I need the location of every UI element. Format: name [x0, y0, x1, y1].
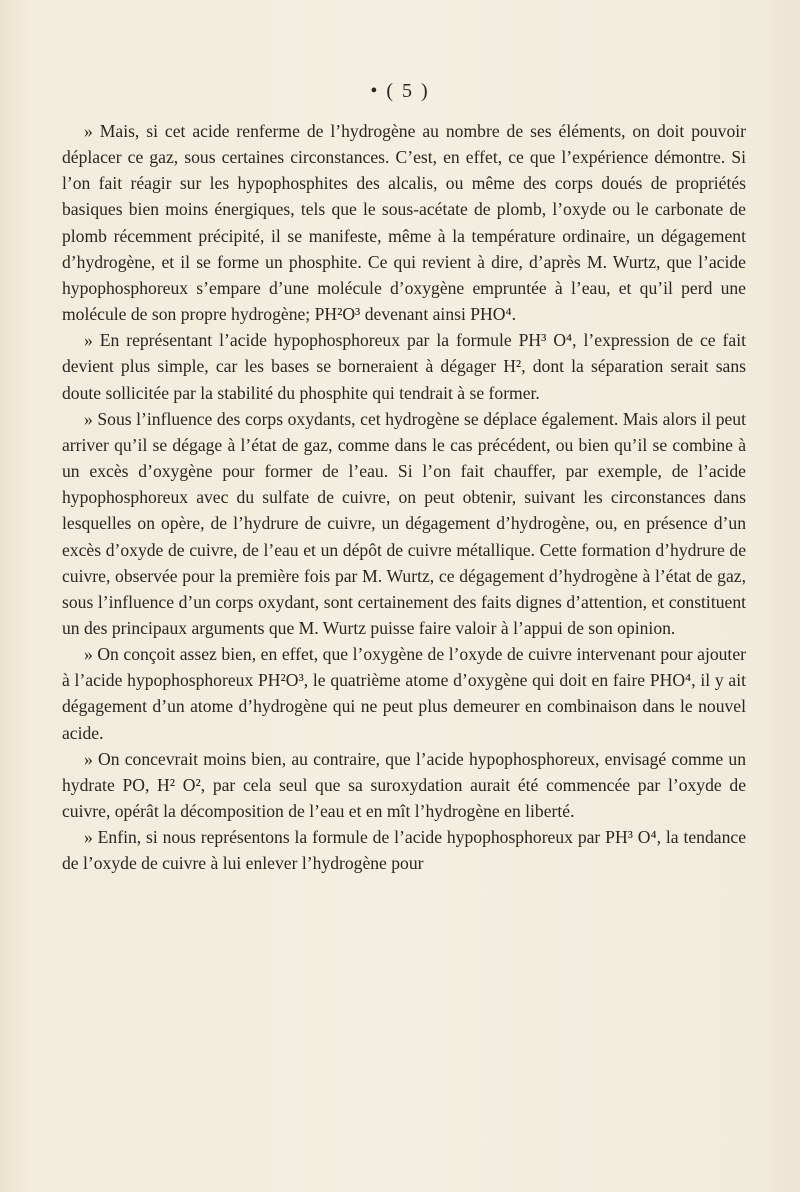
paragraph: » Enfin, si nous représentons la formule de l’acide hypophosphoreux par PH³ O⁴, la tendance de l’oxyde de cuivre à lui enlever l’hydrogène pour [62, 827, 746, 874]
paragraph: » On conçoit assez bien, en effet, que l’oxygène de l’oxyde de cuivre intervenant pour ajouter à l’acide hypophosphoreux PH²O³, le quatrième atome d’oxygène qui doit en faire PHO⁴, il y ait dégagement d’un atome d’hydrogène qui ne peut plus demeurer en combinaison dans le nouvel acide. [62, 644, 746, 743]
paragraph: » Sous l’influence des corps oxydants, cet hydrogène se déplace également. Mais alors il peut arriver qu’il se dégage à l’état de gaz, comme dans le cas précédent, ou bien qu’il se combine à un excès d’oxygène pour former de l’eau. Si l’on fait chauffer, par exemple, de l’acide hypophosphoreux avec du sulfate de cuivre, on peut obtenir, suivant les circonstances dans lesquelles on opère, de l’hydrure de cuivre, un dégagement d’hydrogène, ou, en présence d’un excès d’oxyde de cuivre, de l’eau et un dépôt de cuivre métallique. Cette formation d’hydrure de cuivre, observée pour la première fois par M. Wurtz, ce dégagement d’hydrogène à l’état de gaz, sous l’influence d’un corps oxydant, sont certainement des faits dignes d’attention, et constituent un des principaux arguments que M. Wurtz puisse faire valoir à l’appui de son opinion. [62, 408, 746, 638]
paragraph: » En représentant l’acide hypophosphoreux par la formule PH³ O⁴, l’expression de ce fait devient plus simple, car les bases se borneraient à dégager H², dont la séparation serait sans doute sollicitée par la stabilité du phosphite qui tendrait à se former. [62, 330, 746, 403]
page-number: • ( 5 ) [370, 80, 430, 102]
paragraph: » Mais, si cet acide renferme de l’hydrogène au nombre de ses éléments, on doit pouvoir déplacer ce gaz, sous certaines circonstances. C’est, en effet, ce que l’expérience démontre. Si l’on fait réagir sur les hypophosphites des alcalis, ou même des corps doués de propriétés basiques bien moins énergiques, tels que le sous-acétate de plomb, l’oxyde ou le carbonate de plomb récemment précipité, il se manifeste, même à la température ordinaire, un dégagement d’hydrogène, et il se forme un phosphite. Ce qui revient à dire, d’après M. Wurtz, que l’acide hypophosphoreux s’empare d’une molécule d’oxygène empruntée à l’eau, et qu’il perd une molécule de son propre hydrogène; PH²O³ devenant ainsi PHO⁴. [62, 121, 746, 325]
paragraph: » On concevrait moins bien, au contraire, que l’acide hypophosphoreux, envisagé comme un hydrate PO, H² O², par cela seul que sa suroxydation aurait été commencée par l’oxyde de cuivre, opérât la décomposition de l’eau et en mît l’hydrogène en liberté. [62, 748, 746, 822]
body-text [62, 118, 746, 877]
